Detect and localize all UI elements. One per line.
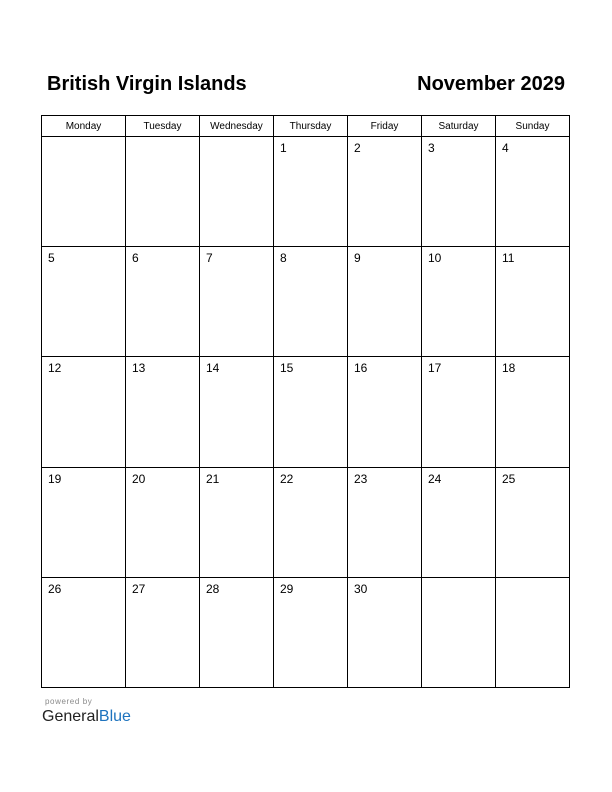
weekday-monday: Monday bbox=[42, 116, 126, 137]
day-cell bbox=[496, 357, 570, 467]
day-cell bbox=[348, 137, 422, 247]
brand-general-text: General bbox=[42, 708, 99, 725]
day-cell bbox=[126, 137, 200, 247]
day-number: 4 bbox=[502, 141, 509, 155]
brand-blue-text: Blue bbox=[98, 708, 131, 725]
day-number bbox=[42, 137, 125, 141]
week-row bbox=[42, 247, 570, 357]
day-number: 21 bbox=[206, 471, 220, 486]
weekday-saturday: Saturday bbox=[422, 116, 496, 137]
day-number: 16 bbox=[354, 361, 368, 376]
day-number bbox=[126, 137, 199, 141]
day-number: 10 bbox=[428, 251, 442, 266]
day-number: 3 bbox=[428, 141, 435, 155]
day-number: 29 bbox=[280, 581, 294, 596]
day-number: 14 bbox=[206, 361, 220, 376]
day-cell bbox=[422, 137, 496, 247]
day-cell bbox=[200, 577, 274, 687]
weekday-wednesday: Wednesday bbox=[200, 116, 274, 137]
day-cell bbox=[200, 137, 274, 247]
day-number: 28 bbox=[206, 581, 220, 596]
day-cell bbox=[126, 247, 200, 357]
weekday-sunday: Sunday bbox=[496, 116, 570, 137]
day-number: 1 bbox=[280, 141, 287, 155]
day-cell bbox=[422, 357, 496, 467]
day-cell bbox=[42, 247, 126, 357]
day-number: 17 bbox=[428, 361, 442, 376]
day-number: 7 bbox=[206, 251, 213, 266]
day-cell bbox=[274, 357, 348, 467]
day-number: 20 bbox=[132, 471, 146, 486]
day-number bbox=[422, 578, 495, 582]
day-cell bbox=[496, 467, 570, 577]
day-cell bbox=[274, 467, 348, 577]
day-cell bbox=[348, 467, 422, 577]
day-cell bbox=[42, 467, 126, 577]
day-number: 9 bbox=[354, 251, 361, 266]
day-number: 15 bbox=[280, 361, 294, 376]
day-number bbox=[200, 137, 273, 141]
day-number: 5 bbox=[48, 251, 55, 266]
day-number: 22 bbox=[280, 471, 294, 486]
day-cell bbox=[274, 137, 348, 247]
day-number: 11 bbox=[502, 251, 515, 266]
day-cell bbox=[348, 577, 422, 687]
day-cell bbox=[200, 247, 274, 357]
weekday-friday: Friday bbox=[348, 116, 422, 137]
day-number: 13 bbox=[132, 361, 146, 376]
day-number: 25 bbox=[502, 471, 516, 486]
day-cell bbox=[42, 577, 126, 687]
week-row bbox=[42, 577, 570, 687]
day-cell bbox=[126, 577, 200, 687]
day-cell bbox=[42, 137, 126, 247]
day-cell bbox=[348, 357, 422, 467]
day-cell bbox=[422, 577, 496, 687]
day-number: 19 bbox=[48, 471, 62, 486]
day-number: 23 bbox=[354, 471, 368, 486]
day-cell bbox=[126, 357, 200, 467]
weekday-header-row bbox=[42, 116, 570, 137]
weekday-tuesday: Tuesday bbox=[126, 116, 200, 137]
calendar-country-title: British Virgin Islands bbox=[47, 73, 247, 95]
day-cell bbox=[496, 247, 570, 357]
day-number: 8 bbox=[280, 251, 287, 266]
day-number: 12 bbox=[48, 361, 62, 376]
day-cell bbox=[200, 357, 274, 467]
day-number: 24 bbox=[428, 471, 442, 486]
week-row bbox=[42, 467, 570, 577]
day-cell bbox=[200, 467, 274, 577]
day-cell bbox=[126, 467, 200, 577]
weekday-thursday: Thursday bbox=[274, 116, 348, 137]
week-row bbox=[42, 357, 570, 467]
day-number: 27 bbox=[132, 581, 146, 596]
brand-logo[interactable] bbox=[42, 707, 131, 727]
day-number bbox=[496, 578, 569, 582]
day-number: 2 bbox=[354, 141, 361, 155]
calendar-month-title: November 2029 bbox=[417, 73, 565, 95]
day-number: 18 bbox=[502, 361, 516, 376]
powered-by-text: powered by bbox=[45, 697, 93, 706]
day-cell bbox=[42, 357, 126, 467]
footer-branding bbox=[42, 697, 131, 727]
day-cell bbox=[348, 247, 422, 357]
day-cell bbox=[274, 577, 348, 687]
day-number: 26 bbox=[48, 581, 62, 596]
day-cell bbox=[422, 247, 496, 357]
week-row bbox=[42, 137, 570, 247]
day-number: 30 bbox=[354, 581, 368, 596]
calendar-grid bbox=[41, 115, 570, 688]
day-cell bbox=[496, 577, 570, 687]
day-cell bbox=[496, 137, 570, 247]
day-cell bbox=[422, 467, 496, 577]
day-cell bbox=[274, 247, 348, 357]
day-number: 6 bbox=[132, 251, 139, 266]
